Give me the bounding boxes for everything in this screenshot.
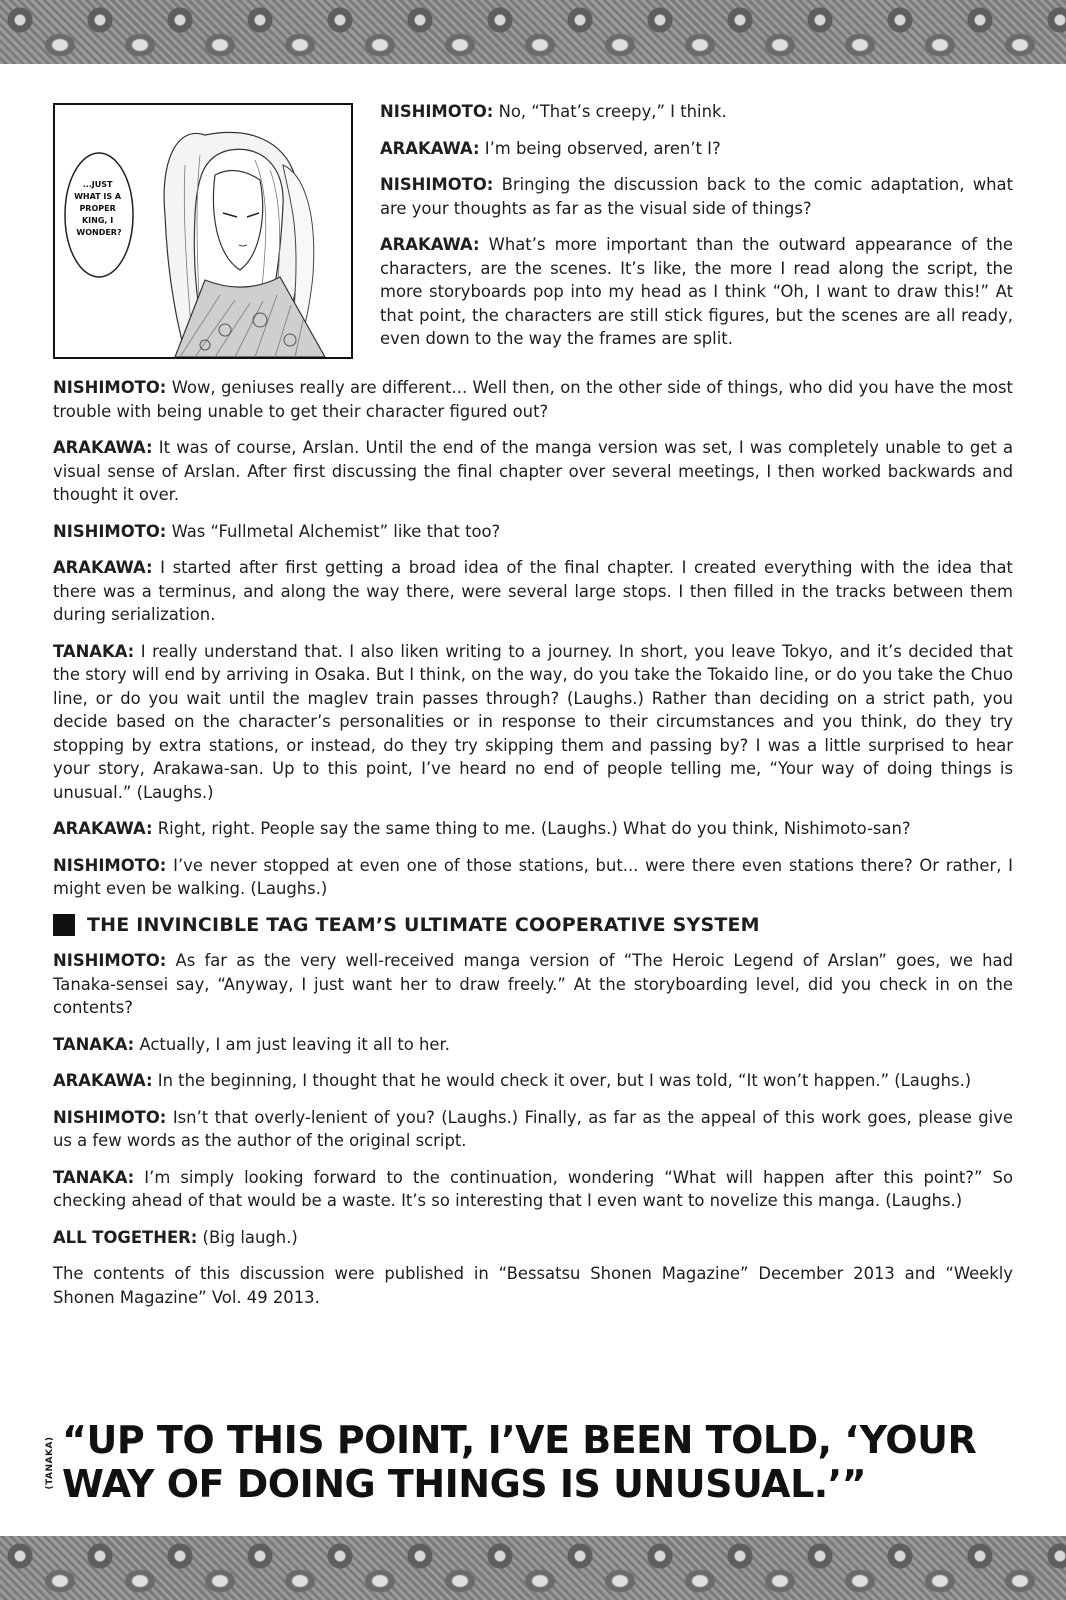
dialogue-line xyxy=(53,1033,1013,1057)
dialogue-line xyxy=(53,640,1013,805)
speaker-label: NISHIMOTO: xyxy=(380,175,494,194)
dialogue-text: Right, right. People say the same thing to me. (Laughs.) What do you think, Nishimoto-san? xyxy=(157,819,911,838)
dialogue-text: I’m simply looking forward to the continuation, wondering “What will happen after this point?” So checking ahead of that would be a waste. It’s so interesting that I even want to novelize this manga. (Laughs.) xyxy=(53,1167,1013,1210)
dialogue-text: As far as the very well-received manga version of “The Heroic Legend of Arslan” goes, we had Tanaka-sensei say, “Anyway, I just want her to draw freely.” At the storyboarding level, did you check in on the contents? xyxy=(53,951,1013,1017)
speaker-label: ARAKAWA: xyxy=(53,438,153,457)
dialogue-line xyxy=(53,1226,1013,1250)
decorative-header-band xyxy=(0,0,1066,64)
speaker-label: ARAKAWA: xyxy=(53,819,153,838)
publication-footnote: The contents of this discussion were published in “Bessatsu Shonen Magazine” December 2013 and “Weekly Shonen Magazine” Vol. 49 2013. xyxy=(53,1264,1013,1307)
dialogue-text: I started after first getting a broad idea of the final chapter. I created everything with the idea that there was a terminus, and along the way there, were several large stops. I then filled in the tracks between them during serialization. xyxy=(53,558,1013,624)
pull-quote-text xyxy=(62,1418,1022,1506)
dialogue-text: No, “That’s creepy,” I think. xyxy=(498,102,727,121)
dialogue-line xyxy=(53,1166,1013,1213)
dialogue-text: It was of course, Arslan. Until the end of the manga version was set, I was completely unable to get a visual sense of Arslan. After first discussing the final chapter over several meetings, I then worked backwards and thought it over. xyxy=(53,438,1014,504)
dialogue-text: Actually, I am just leaving it all to her. xyxy=(139,1034,450,1054)
dialogue-column-right xyxy=(380,100,1013,364)
speaker-label: NISHIMOTO: xyxy=(53,378,167,397)
dialogue-text: Isn’t that overly-lenient of you? (Laughs.) Finally, as far as the appeal of this work goes, please give us a few words as the author of the original script. xyxy=(53,1107,1013,1150)
speaker-label: ARAKAWA: xyxy=(53,1071,153,1090)
dialogue-line xyxy=(53,949,1013,1020)
dialogue-line xyxy=(53,817,1013,841)
dialogue-text: In the beginning, I thought that he would check it over, but I was told, “It won’t happen.” (Laughs.) xyxy=(157,1071,972,1090)
pull-quote-line-2: WAY OF DOING THINGS IS UNUSUAL.’” xyxy=(62,1462,867,1506)
speaker-label: TANAKA: xyxy=(53,641,135,661)
dialogue-text: What’s more important than the outward appearance of the characters, are the scenes. It’s like, the more I read along the script, the more storyboards pop into my head as I think “Oh, I want to draw this!” At that point, the characters are still stick figures, but the scenes are all ready, even down to the way the frames are split. xyxy=(380,235,1013,348)
dialogue-text: Wow, geniuses really are different... Well then, on the other side of things, who did you have the most trouble with being unable to get their character figured out? xyxy=(53,378,1013,421)
speaker-label: ALL TOGETHER: xyxy=(53,1227,198,1247)
dialogue-text: I really understand that. I also liken writing to a journey. In short, you leave Tokyo, and it’s decided that the story will end by arriving in Osaka. But I think, on the way, do you take the Tokaido line, or do you take the Chuo line, or do you wait until the maglev train passes through? (Laughs.) Rather than deciding on a strict path, you decide based on the character’s personalities or in response to their circumstances and you think, do they try stopping by extra stations, or instead, do they try skipping them and passing by? I was a little surprised to hear your story, Arakawa-san. Up to this point, I’ve heard no end of people telling me, “Your way of doing things is unusual.” (Laughs.) xyxy=(53,641,1013,802)
dialogue-line xyxy=(380,137,1013,161)
dialogue-line xyxy=(53,520,1013,544)
dialogue-text: Was “Fullmetal Alchemist” like that too? xyxy=(171,521,501,541)
dialogue-column-main xyxy=(53,376,1013,1322)
dialogue-line xyxy=(53,1106,1013,1153)
dialogue-text: Bringing the discussion back to the comic adaptation, what are your thoughts as far as the visual side of things? xyxy=(380,175,1013,218)
dialogue-line xyxy=(380,173,1013,220)
manga-panel-illustration xyxy=(53,103,353,359)
dialogue-line xyxy=(53,376,1013,423)
speaker-label: NISHIMOTO: xyxy=(53,951,167,970)
dialogue-text: I’m being observed, aren’t I? xyxy=(484,138,721,158)
speaker-label: TANAKA: xyxy=(53,1034,135,1054)
dialogue-line xyxy=(53,1069,1013,1093)
speaker-label: ARAKAWA: xyxy=(380,235,480,254)
speech-bubble xyxy=(65,153,133,277)
speaker-label: ARAKAWA: xyxy=(380,138,480,158)
speaker-label: NISHIMOTO: xyxy=(53,1107,167,1127)
pull-quote xyxy=(40,1418,1040,1508)
speaker-label: ARAKAWA: xyxy=(53,558,153,577)
dialogue-line xyxy=(53,436,1013,507)
decorative-footer-band xyxy=(0,1536,1066,1600)
dialogue-line xyxy=(380,233,1013,351)
dialogue-line xyxy=(53,556,1013,627)
pull-quote-attribution: (TANAKA) xyxy=(45,1436,55,1490)
dialogue-line xyxy=(53,854,1013,901)
manga-panel-drawing xyxy=(55,105,351,357)
speaker-label: TANAKA: xyxy=(53,1167,135,1187)
dialogue-text: I’ve never stopped at even one of those stations, but... were there even stations there? Or rather, I might even be walking. (Laughs.) xyxy=(53,855,1013,898)
dialogue-text: (Big laugh.) xyxy=(202,1227,298,1247)
speech-bubble-text: ...JUST WHAT IS A PROPER KING, I WONDER? xyxy=(74,180,122,237)
heading-square-icon xyxy=(53,914,75,936)
speaker-label: NISHIMOTO: xyxy=(53,855,167,875)
speaker-label: NISHIMOTO: xyxy=(53,521,167,541)
section-heading-text: THE INVINCIBLE TAG TEAM’S ULTIMATE COOPERATIVE SYSTEM xyxy=(87,913,760,936)
section-heading xyxy=(53,914,1013,938)
dialogue-line xyxy=(380,100,1013,124)
pull-quote-line-1: “UP TO THIS POINT, I’VE BEEN TOLD, ‘YOUR xyxy=(62,1418,977,1462)
speaker-label: NISHIMOTO: xyxy=(380,102,494,121)
